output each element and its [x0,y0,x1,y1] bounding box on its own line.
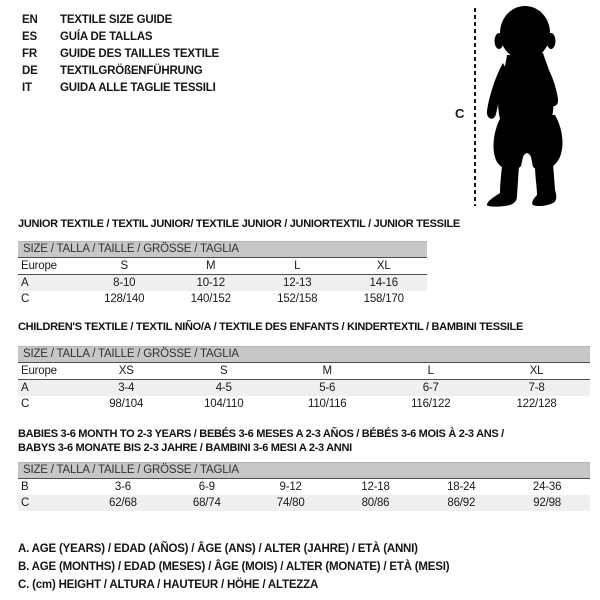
section-title: JUNIOR TEXTILE / TEXTIL JUNIOR/ TEXTILE JUNIOR / JUNIORTEXTIL / JUNIOR TESSILE [18,218,460,230]
table-cell: 14-16 [369,277,398,289]
section-childrens-textile [18,320,590,412]
table-cell: 10-12 [196,277,225,289]
table-row [18,495,590,511]
table-cell: XL [483,363,590,380]
table-cell: 8-10 [113,277,136,289]
baby-silhouette-icon [483,5,579,207]
footnotes [18,540,449,594]
row-label: C [21,497,30,509]
table-cell: L [378,363,483,380]
size-header: SIZE / TALLA / TAILLE / GRÖSSE / TAGLIA [18,462,590,479]
language-label: GUÍA DE TALLAS [60,31,153,43]
size-header: SIZE / TALLA / TAILLE / GRÖSSE / TAGLIA [18,241,427,258]
table-cell: 3-4 [118,382,135,394]
language-code: IT [22,82,32,94]
babies-size-table [18,462,590,511]
table-cell: 68/74 [192,497,221,509]
language-code: DE [22,65,38,77]
table-cell: 104/110 [204,398,244,410]
table-cell: 6-7 [422,382,439,394]
table-row [18,479,590,495]
language-code: FR [22,48,37,60]
table-cell: M [276,363,378,380]
section-title: BABIES 3-6 MONTH TO 2-3 YEARS / BEBÉS 3-6 MESES A 2-3 AÑOS / BÉBÉS 3-6 MOIS À 2-3 ANS / [18,428,504,440]
table-cell: 128/140 [104,293,145,305]
table-cell: 24-36 [532,481,562,493]
table-row [18,275,427,292]
language-code: EN [22,14,38,26]
table-cell: 152/158 [277,293,318,305]
row-label: Europe [18,363,81,380]
table-row [18,380,590,397]
row-label: C [21,398,30,410]
size-table [18,258,427,307]
section-babies-textile [18,427,590,511]
footnote-b: B. AGE (MONTHS) / EDAD (MESES) / ÂGE (MOIS) / ALTER (MONATE) / ETÀ (MESI) [18,561,450,573]
table-cell: M [168,258,255,275]
section-junior-textile [18,217,460,307]
section-title: CHILDREN'S TEXTILE / TEXTIL NIÑO/A / TEXTILE DES ENFANTS / KINDERTEXTIL / BAMBINI TESSILE [18,321,523,333]
children-size-table [18,346,590,412]
table-cell: 92/98 [533,497,561,509]
row-label: Europe [18,258,81,275]
table-cell: S [81,258,168,275]
table-row [18,363,590,380]
table-cell: 122/128 [516,398,557,410]
table-cell: 110/116 [308,398,347,410]
height-marker-label: C [455,106,465,121]
language-label: GUIDA ALLE TAGLIE TESSILI [60,82,216,94]
table-cell: 80/86 [361,497,390,509]
size-table [18,479,590,511]
table-cell: 12-18 [361,481,390,493]
language-row [22,29,219,46]
table-cell: 12-13 [283,277,312,289]
size-table [18,363,590,412]
row-label: C [21,293,30,305]
language-row [22,63,219,80]
table-row [18,291,427,307]
table-cell: 6-9 [198,481,215,493]
language-code: ES [22,31,37,43]
table-cell: 4-5 [215,382,232,394]
table-cell: 116/122 [411,398,451,410]
footnote-a: A. AGE (YEARS) / EDAD (AÑOS) / ÂGE (ANS) / ALTER (JAHRE) / ETÀ (ANNI) [18,543,418,555]
table-cell: 5-6 [319,382,336,394]
footnote-c: C. (cm) HEIGHT / ALTURA / HAUTEUR / HÖHE / ALTEZZA [18,579,319,591]
size-header: SIZE / TALLA / TAILLE / GRÖSSE / TAGLIA [18,346,590,363]
language-label: TEXTILE SIZE GUIDE [60,14,173,26]
row-label: B [21,481,29,493]
table-cell: 18-24 [447,481,476,493]
language-row [22,46,219,63]
table-cell: 9-12 [279,481,302,493]
table-cell: 74/80 [276,497,305,509]
table-cell: 158/170 [363,293,404,305]
table-cell: XL [341,258,428,275]
junior-size-table [18,241,427,307]
row-label: A [21,277,29,289]
language-label: TEXTILGRÖßENFÜHRUNG [60,65,203,77]
table-row [18,396,590,412]
table-cell: 98/104 [109,398,144,410]
table-cell: 7-8 [528,382,545,394]
table-cell: 62/68 [109,497,137,509]
table-row [18,258,427,275]
language-guide-list [22,12,219,97]
section-title: BABYS 3-6 MONATE BIS 2-3 JAHRE / BAMBINI 3-6 MESI A 2-3 ANNI [18,442,352,454]
table-cell: L [254,258,341,275]
language-row [22,12,219,29]
table-cell: 140/152 [190,293,231,305]
height-dashed-line [474,8,476,206]
table-cell: 86/92 [447,497,476,509]
table-cell: XS [81,363,171,380]
language-row [22,80,219,97]
language-label: GUIDE DES TAILLES TEXTILE [60,48,219,60]
row-label: A [21,382,29,394]
table-cell: S [171,363,276,380]
table-cell: 3-6 [114,481,131,493]
